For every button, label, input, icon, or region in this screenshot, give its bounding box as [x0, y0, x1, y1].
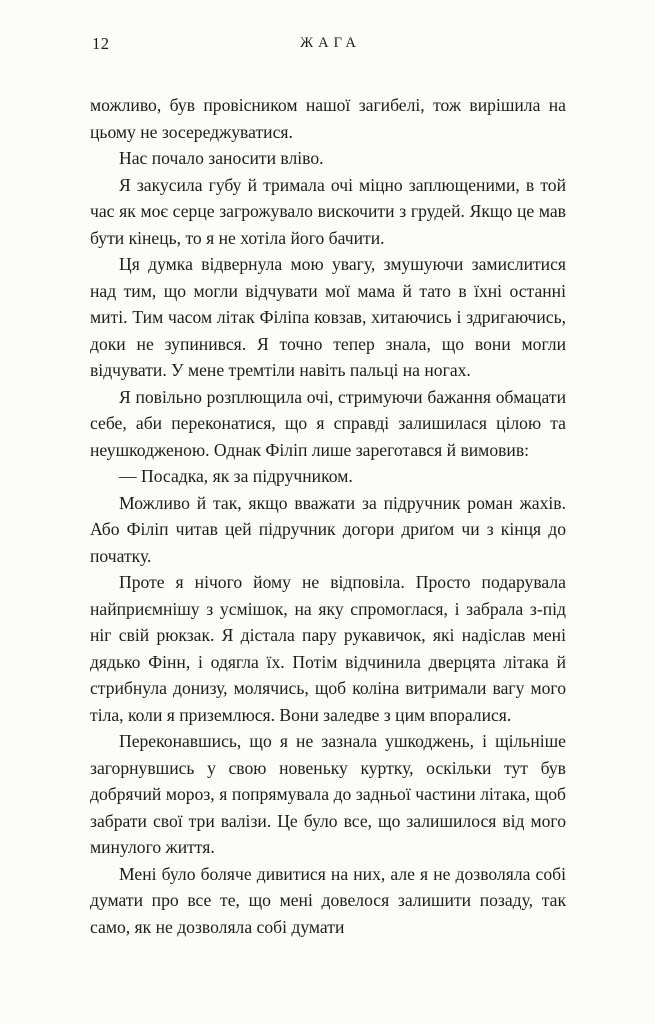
paragraph: Нас почало заносити вліво. — [119, 148, 324, 168]
page-body-text — [90, 92, 566, 940]
paragraph: Можливо й так, якщо вважати за підручник роман жахів. Або Філіп читав цей підручник догори дриґом чи з кінця до початку. — [90, 492, 566, 566]
paragraph: Я повільно розплющила очі, стримуючи бажання обмацати себе, аби переконатися, що я справді залишилася цілою та неушкодженою. Однак Філіп лише зареготався й вимовив: — [90, 386, 566, 460]
paragraph: можливо, був провісником нашої загибелі, тож вирішила на цьому не зосереджуватися. — [90, 95, 566, 142]
paragraph: Проте я нічого йому не відповіла. Просто подарувала найприємнішу з усмішок, на яку спромоглася, і забрала з-під ніг свій рюкзак. Я дістала пару рукавичок, які надіслав мені дядько Фінн, і одягла їх. Потім відчинила дверцята літака й стрибнула донизу, молячись, щоб коліна витримали вагу мого тіла, коли я приземлюся. Вони заледве з цим впоралися. — [90, 572, 566, 725]
running-title: ЖАГА — [300, 35, 361, 51]
paragraph: Мені було боляче дивитися на них, але я не дозволяла собі думати про все те, що мені довелося залишити позаду, так само, як не дозволяла собі думати — [90, 863, 566, 937]
paragraph: — Посадка, як за підручником. — [119, 466, 353, 486]
paragraph: Ця думка відвернула мою увагу, змушуючи замислитися над тим, що могли відчувати мої мама й тато в їхні останні миті. Тим часом літак Філіпа ковзав, хитаючись і здригаючись, доки не зупинився. Я точно тепер знала, що вони могли відчувати. У мене тремтіли навіть пальці на ногах. — [90, 254, 566, 380]
paragraph: Переконавшись, що я не зазнала ушкоджень, і щільніше загорнувшись у свою новеньку куртку, оскільки тут був добрячий мороз, я попрямувала до задньої частини літака, щоб забрати свої три валізи. Це було все, що залишилося від мого минулого життя. — [90, 731, 566, 857]
page-number: 12 — [92, 34, 110, 53]
running-head — [90, 34, 566, 56]
paragraph: Я закусила губу й тримала очі міцно заплющеними, в той час як моє серце загрожувало вискочити з грудей. Якщо це мав бути кінець, то я не хотіла його бачити. — [90, 174, 566, 248]
